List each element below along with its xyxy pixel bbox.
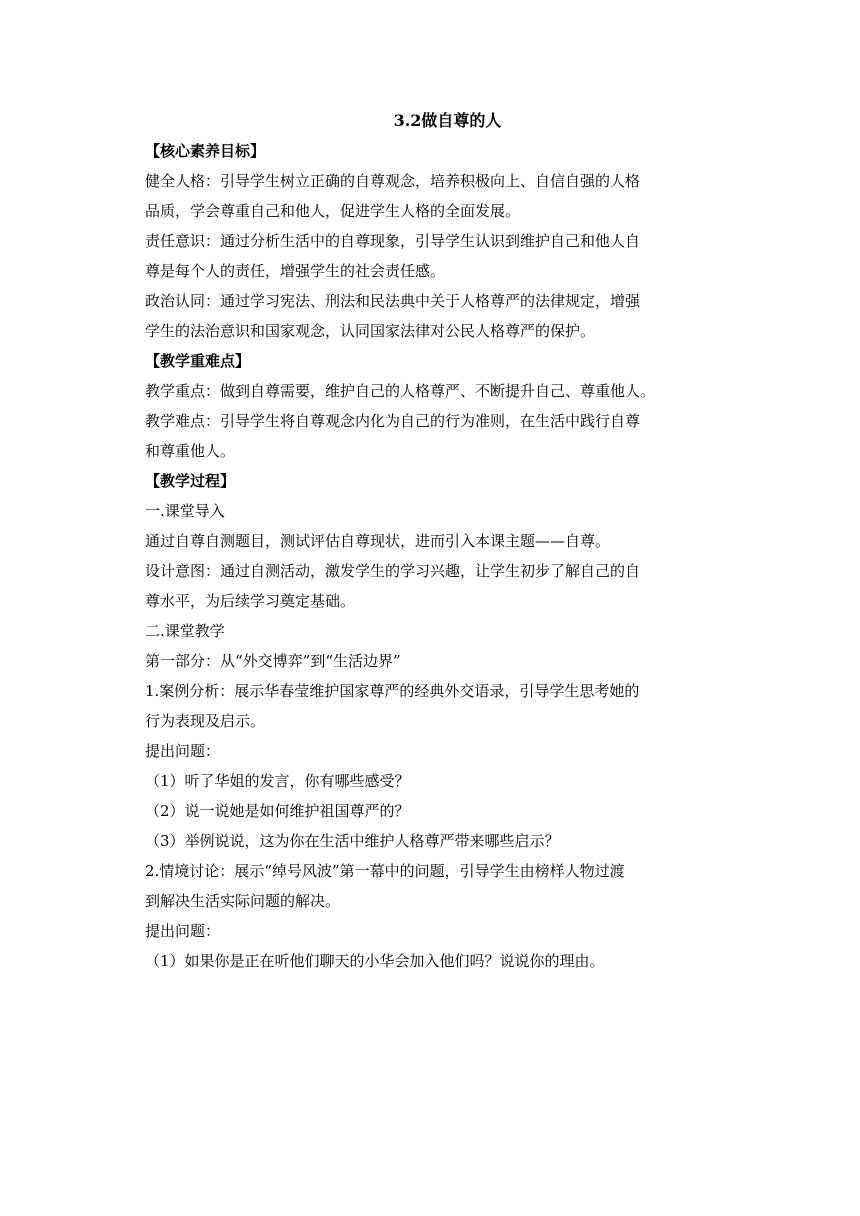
subsection-title-intro: 一.课堂导入 (145, 502, 225, 520)
document-title: 3.2做自尊的人 (393, 111, 502, 130)
text-line: 学生的法治意识和国家观念，认同国家法律对公民人格尊严的保护。 (145, 322, 596, 340)
paragraph-scenario-discussion (145, 856, 730, 916)
text-line: 设计意图：通过自测活动，激发学生的学习兴趣，让学生初步了解自己的自 (145, 562, 641, 580)
paragraph-teaching-difficulty (145, 406, 730, 466)
paragraph-sound-personality (145, 166, 730, 226)
question-item: （2）说一说她是如何维护祖国尊严的？ (145, 802, 410, 820)
question-item: （1）如果你是正在听他们聊天的小华会加入他们吗？说说你的理由。 (145, 952, 605, 970)
question-item: （3）举例说说，这为你在生活中维护人格尊严带来哪些启示？ (145, 832, 560, 850)
section-heading-core-goals: 【核心素养目标】 (145, 142, 266, 160)
question-item: （1）听了华姐的发言，你有哪些感受？ (145, 772, 410, 790)
section-heading-key-points: 【教学重难点】 (145, 352, 251, 370)
text-line: 教学重点：做到自尊需要，维护自己的人格尊严、不断提升自己、尊重他人。 (145, 382, 656, 400)
document-page (145, 106, 730, 976)
subsection-title-teaching: 二.课堂教学 (145, 622, 225, 640)
paragraph-case-analysis (145, 676, 730, 736)
text-line: 2.情境讨论：展示“绰号风波”第一幕中的问题，引导学生由榜样人物过渡 (145, 862, 625, 880)
paragraph-teaching-focus (145, 376, 730, 406)
text-line: 行为表现及启示。 (145, 712, 266, 730)
text-line: 到解决生活实际问题的解决。 (145, 892, 341, 910)
text-line: 和尊重他人。 (145, 442, 236, 460)
text-line: 政治认同：通过学习宪法、刑法和民法典中关于人格尊严的法律规定，增强 (145, 292, 641, 310)
text-line: 责任意识：通过分析生活中的自尊现象，引导学生认识到维护自己和他人自 (145, 232, 641, 250)
paragraph-political-identity (145, 286, 730, 346)
questions-label: 提出问题： (145, 922, 221, 940)
text-line: 尊是每个人的责任，增强学生的社会责任感。 (145, 262, 446, 280)
text-line: 健全人格：引导学生树立正确的自尊观念，培养积极向上、自信自强的人格 (145, 172, 641, 190)
paragraph-design-intent (145, 556, 730, 616)
questions-label: 提出问题： (145, 742, 221, 760)
section-heading-process: 【教学过程】 (145, 472, 236, 490)
paragraph-responsibility (145, 226, 730, 286)
text-line: 尊水平，为后续学习奠定基础。 (145, 592, 356, 610)
text-line: 教学难点：引导学生将自尊观念内化为自己的行为准则，在生活中践行自尊 (145, 412, 641, 430)
text-line: 1.案例分析：展示华春莹维护国家尊严的经典外交语录，引导学生思考她的 (145, 682, 640, 700)
part-title: 第一部分：从“外交博弈”到“生活边界” (145, 652, 401, 670)
text-line: 品质，学会尊重自己和他人，促进学生人格的全面发展。 (145, 202, 521, 220)
paragraph-intro: 通过自尊自测题目，测试评估自尊现状，进而引入本课主题——自尊。 (145, 532, 611, 550)
